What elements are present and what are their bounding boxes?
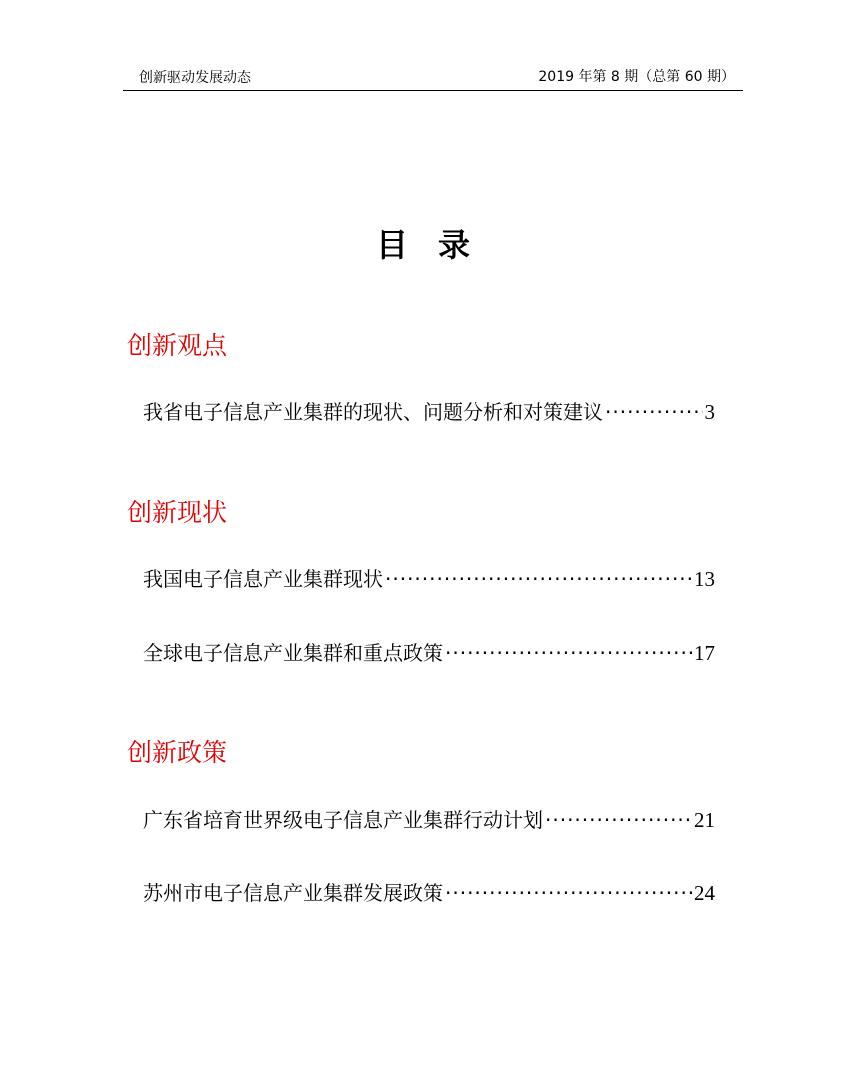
toc-entry[interactable] [143,804,715,834]
toc-entry-title: 苏州市电子信息产业集群发展政策 [143,881,443,905]
toc-entry[interactable] [143,396,715,426]
section-heading-innovation-viewpoint: 创新观点 [127,331,228,360]
dot-leader [445,881,692,905]
toc-entry[interactable] [143,637,715,667]
dot-leader [445,641,692,665]
toc-entry-title: 我省电子信息产业集群的现状、问题分析和对策建议 [143,400,603,424]
toc-entry-page: 13 [694,567,715,591]
dot-leader [385,567,692,591]
toc-entry-page: 21 [694,808,715,832]
toc-entry-title: 广东省培育世界级电子信息产业集群行动计划 [143,808,543,832]
toc-entry[interactable] [143,563,715,593]
toc-entry-title: 全球电子信息产业集群和重点政策 [143,641,443,665]
page-title: 目录 [375,226,500,264]
dot-leader [545,808,692,832]
toc-entry[interactable] [143,877,715,907]
toc-entry-page: 24 [694,881,715,905]
section-heading-innovation-policy: 创新政策 [127,738,228,767]
toc-entry-page: 17 [694,641,715,665]
publication-name: 创新驱动发展动态 [139,70,251,86]
issue-info: 2019 年第 8 期（总第 60 期） [538,69,735,85]
toc-entry-page: 3 [704,400,715,424]
page-header [123,64,743,91]
section-heading-innovation-status: 创新现状 [127,498,228,527]
toc-entry-title: 我国电子信息产业集群现状 [143,567,383,591]
dot-leader [605,400,703,424]
